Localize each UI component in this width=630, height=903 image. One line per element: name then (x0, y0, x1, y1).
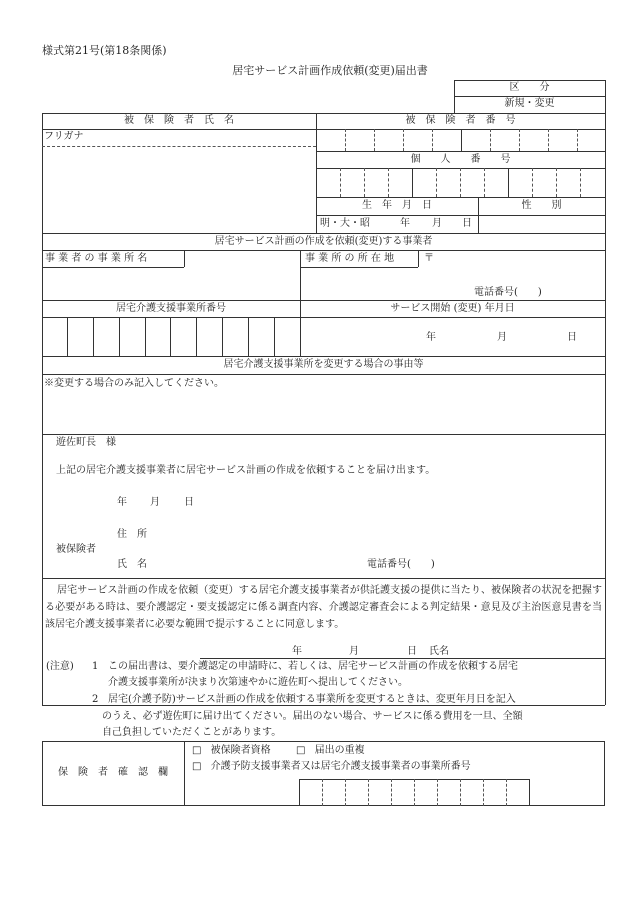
declaration-day-label: 日 (184, 497, 194, 508)
insured-label: 被保険者 (56, 544, 96, 555)
division-value[interactable]: 新規・変更 (504, 98, 555, 109)
office-name-field[interactable] (44, 270, 298, 298)
checkbox-duplicate-filing[interactable] (296, 745, 365, 758)
change-reason-header: 居宅介護支援事業所を変更する場合の事由等 (223, 359, 424, 370)
personal-number-header: 個 人 番 号 (410, 154, 511, 165)
start-day-label: 日 (567, 332, 577, 343)
postal-mark: 〒 (424, 253, 434, 264)
declaration-statement: 上記の居宅介護支援事業者に居宅サービス計画の作成を依頼することを届け出ます。 (56, 465, 436, 476)
declaration-month-label: 月 (150, 497, 160, 508)
page-title: 居宅サービス計画作成依頼(変更)届出書 (232, 64, 428, 77)
checkbox-insured-eligibility-label: 被保険者資格 (210, 745, 271, 756)
provider-section-header: 居宅サービス計画の作成を依頼(変更)する事業者 (214, 236, 433, 247)
checkbox-duplicate-filing-label: 届出の重複 (314, 745, 365, 756)
note-2-line-3: 自己負担していただくことがあります。 (102, 727, 282, 738)
consent-year-label: 年 (292, 646, 302, 657)
office-address-label: 事 業 所 の 所 在 地 (305, 253, 395, 264)
checkbox-insured-eligibility[interactable] (192, 745, 271, 758)
office-number-header: 居宅介護支援事業所番号 (116, 303, 226, 314)
addressee: 遊佐町長 様 (56, 437, 116, 448)
insurer-check-label: 保 険 者 確 認 欄 (58, 767, 168, 778)
start-month-label: 月 (497, 332, 507, 343)
checkbox-glyph[interactable]: □ (192, 745, 202, 756)
note-2-line-2: のうえ、必ず遊佐町に届け出てください。届出のない場合、サービスに係る費用を一旦、全額 (102, 711, 523, 722)
form-number: 様式第21号(第18条関係) (42, 44, 167, 57)
sex-header: 性 別 (521, 200, 562, 211)
checkbox-office-number[interactable] (192, 761, 471, 774)
insured-number-header: 被 保 険 者 番 号 (405, 115, 516, 126)
office-address-field[interactable] (302, 268, 602, 286)
division-label: 区 分 (509, 82, 550, 93)
note-2-line-1: 居宅(介護予防)サービス計画の作成を依頼する事業所を変更するときは、変更年月日を記入 (108, 694, 516, 705)
start-year-label: 年 (426, 332, 436, 343)
declaration-year-label: 年 (117, 497, 127, 508)
service-start-header: サービス開始 (変更) 年月日 (390, 303, 515, 314)
era-options[interactable]: 明・大・昭 (320, 218, 370, 229)
address-label: 住 所 (117, 529, 147, 540)
birth-month-label: 月 (432, 218, 442, 229)
declaration-phone-label[interactable]: 電話番号( ) (367, 559, 435, 570)
note-1-number: 1 (92, 661, 99, 672)
birth-day-label: 日 (462, 218, 472, 229)
consent-name-label: 氏名 (429, 646, 449, 657)
name-label: 氏 名 (117, 559, 147, 570)
consent-day-label: 日 (407, 646, 417, 657)
checkbox-office-number-label: 介護予防支援事業者又は居宅介護支援事業者の事業所番号 (210, 761, 471, 772)
note-2-number: 2 (92, 694, 99, 705)
insured-name-field[interactable] (44, 148, 314, 232)
office-name-label: 事 業 者 の 事 業 所 名 (45, 253, 148, 264)
sex-field[interactable] (480, 217, 604, 232)
consent-month-label: 月 (349, 646, 359, 657)
note-1-line-1: この届出書は、要介護認定の申請時に、若しくは、居宅サービス計画の作成を依頼する居宅 (108, 661, 518, 672)
note-1-line-2: 介護支援事業所が決まり次第速やかに遊佐町へ提出してください。 (108, 677, 408, 688)
office-phone-label[interactable]: 電話番号( ) (474, 287, 542, 298)
birth-year-label: 年 (400, 218, 410, 229)
consent-text: 居宅サービス計画の作成を依頼（変更）する居宅介護支援事業者が供託護支援の提供に当たり、被保険者の状況を把握する必要がある時は、要介護認定・要支援認定に係る調査内容、介護認定審査会による判定結果・意見及び主治医意見書を当該居宅介護支援事業者に必要な範囲で提示することに同意します。 (45, 585, 602, 630)
change-reason-field[interactable] (44, 394, 602, 432)
notes-label: (注意) (46, 661, 74, 672)
checkbox-glyph[interactable]: □ (192, 761, 202, 772)
change-reason-note: ※変更する場合のみ記入してください。 (44, 378, 224, 389)
furigana-label: フリガナ (44, 131, 84, 142)
insured-name-header: 被 保 険 者 氏 名 (124, 115, 234, 126)
birthdate-header: 生 年 月 日 (362, 200, 432, 211)
checkbox-glyph[interactable]: □ (296, 745, 306, 756)
